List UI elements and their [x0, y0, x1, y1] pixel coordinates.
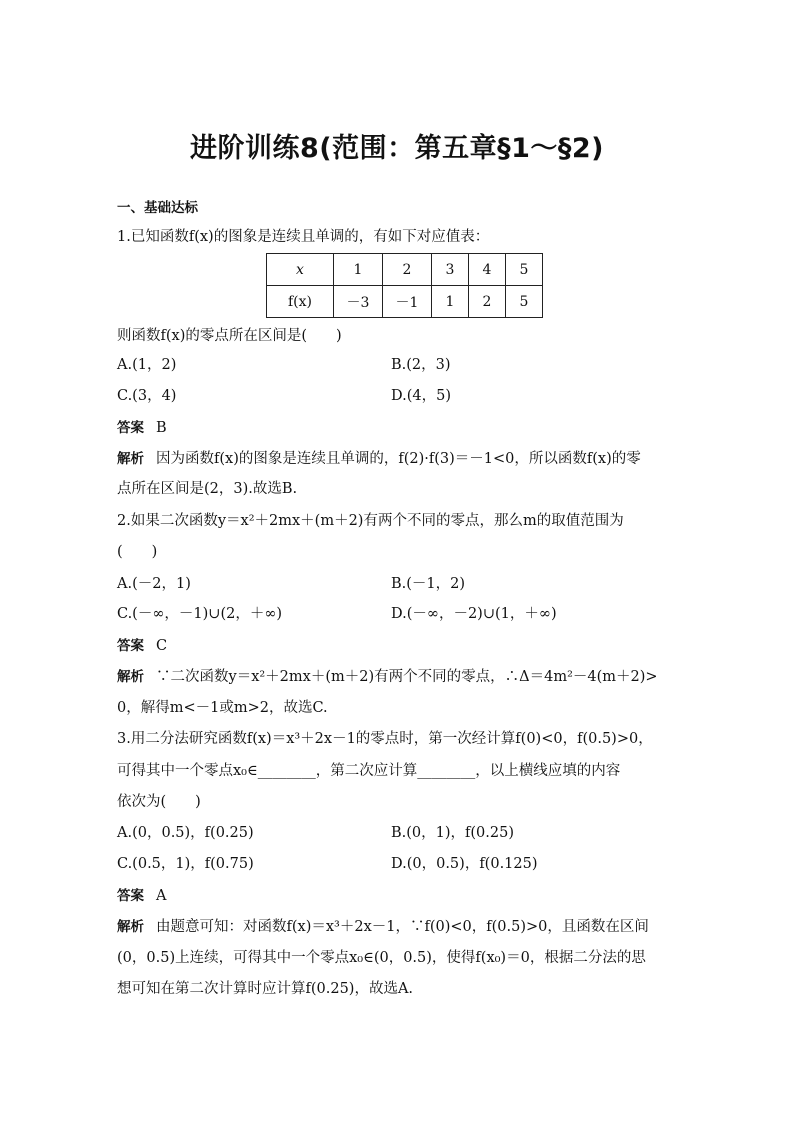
q2-analysis-line2: 0，解得m<－1或m>2，故选C.: [117, 700, 328, 716]
analysis-label: 解析: [117, 669, 144, 685]
analysis-text: 因为函数f(x)的图象是连续且单调的，f(2)·f(3)＝－1<0，所以函数f(x)的零: [156, 451, 641, 467]
q2-stem-line2: ( ): [117, 544, 158, 560]
q2-option-d: D.(－∞，－2)∪(1，＋∞): [391, 606, 557, 622]
q1-option-a: A.(1，2): [117, 357, 177, 373]
q3-stem-line3: 依次为( ): [117, 794, 201, 810]
q2-option-b: B.(－1，2): [391, 576, 466, 592]
answer-label: 答案: [117, 888, 144, 904]
answer-value: C: [156, 638, 168, 654]
table-cell: 3: [432, 254, 469, 286]
table-cell: 5: [506, 286, 543, 318]
table-cell: 1: [334, 254, 383, 286]
q1-option-b: B.(2，3): [391, 357, 451, 373]
analysis-label: 解析: [117, 451, 144, 467]
q3-answer: [117, 886, 166, 906]
table-cell: 1: [432, 286, 469, 318]
analysis-label: 解析: [117, 919, 144, 935]
q3-option-d: D.(0，0.5)，f(0.125): [391, 856, 538, 872]
answer-label: 答案: [117, 420, 144, 436]
q3-option-c: C.(0.5，1)，f(0.75): [117, 856, 254, 872]
table-row: [267, 254, 543, 286]
page-title: 进阶训练8(范围：第五章§1～§2): [189, 133, 605, 164]
q2-option-a: A.(－2，1): [117, 576, 191, 592]
q2-answer: [117, 636, 167, 656]
q3-stem-line1: 3.用二分法研究函数f(x)＝x³＋2x－1的零点时，第一次经计算f(0)<0，f(0.5)>0，: [117, 731, 653, 747]
table-cell: f(x): [267, 286, 334, 318]
table-cell: 4: [469, 254, 506, 286]
q1-answer: [117, 418, 167, 438]
q1-option-c: C.(3，4): [117, 388, 177, 404]
q1-analysis-line1: [117, 449, 641, 469]
q3-option-a: A.(0，0.5)，f(0.25): [117, 825, 254, 841]
table-cell: 2: [469, 286, 506, 318]
table-cell: －3: [334, 286, 383, 318]
q1-question: 则函数f(x)的零点所在区间是( ): [117, 328, 342, 344]
table-cell: 2: [383, 254, 432, 286]
table-row: [267, 286, 543, 318]
analysis-text: ∵二次函数y＝x²＋2mx＋(m＋2)有两个不同的零点，∴Δ＝4m²－4(m＋2)>: [156, 669, 658, 685]
q3-analysis-line2: (0，0.5)上连续，可得其中一个零点x₀∈(0，0.5)，使得f(x₀)＝0，根据二分法的思: [117, 950, 646, 966]
answer-value: A: [156, 888, 167, 904]
value-table: [266, 253, 543, 318]
q2-option-c: C.(－∞，－1)∪(2，＋∞): [117, 606, 283, 622]
q2-analysis-line1: [117, 667, 658, 687]
q3-stem-line2: 可得其中一个零点x₀∈________，第二次应计算________，以上横线应填的内容: [117, 763, 621, 779]
q3-option-b: B.(0，1)，f(0.25): [391, 825, 514, 841]
q1-analysis-line2: 点所在区间是(2，3).故选B.: [117, 481, 298, 497]
q3-analysis-line3: 想可知在第二次计算时应计算f(0.25)，故选A.: [117, 981, 414, 997]
answer-label: 答案: [117, 638, 144, 654]
q2-stem-line1: 2.如果二次函数y＝x²＋2mx＋(m＋2)有两个不同的零点，那么m的取值范围为: [117, 513, 624, 529]
table-cell: 5: [506, 254, 543, 286]
table-cell: x: [267, 254, 334, 286]
section-heading: 一、基础达标: [117, 200, 198, 216]
table-cell: －1: [383, 286, 432, 318]
analysis-text: 由题意可知：对函数f(x)＝x³＋2x－1，∵f(0)<0，f(0.5)>0，且函数在区间: [156, 919, 649, 935]
q1-stem: 1.已知函数f(x)的图象是连续且单调的，有如下对应值表：: [117, 229, 490, 245]
q3-analysis-line1: [117, 917, 649, 937]
q1-option-d: D.(4，5): [391, 388, 451, 404]
answer-value: B: [156, 420, 167, 436]
